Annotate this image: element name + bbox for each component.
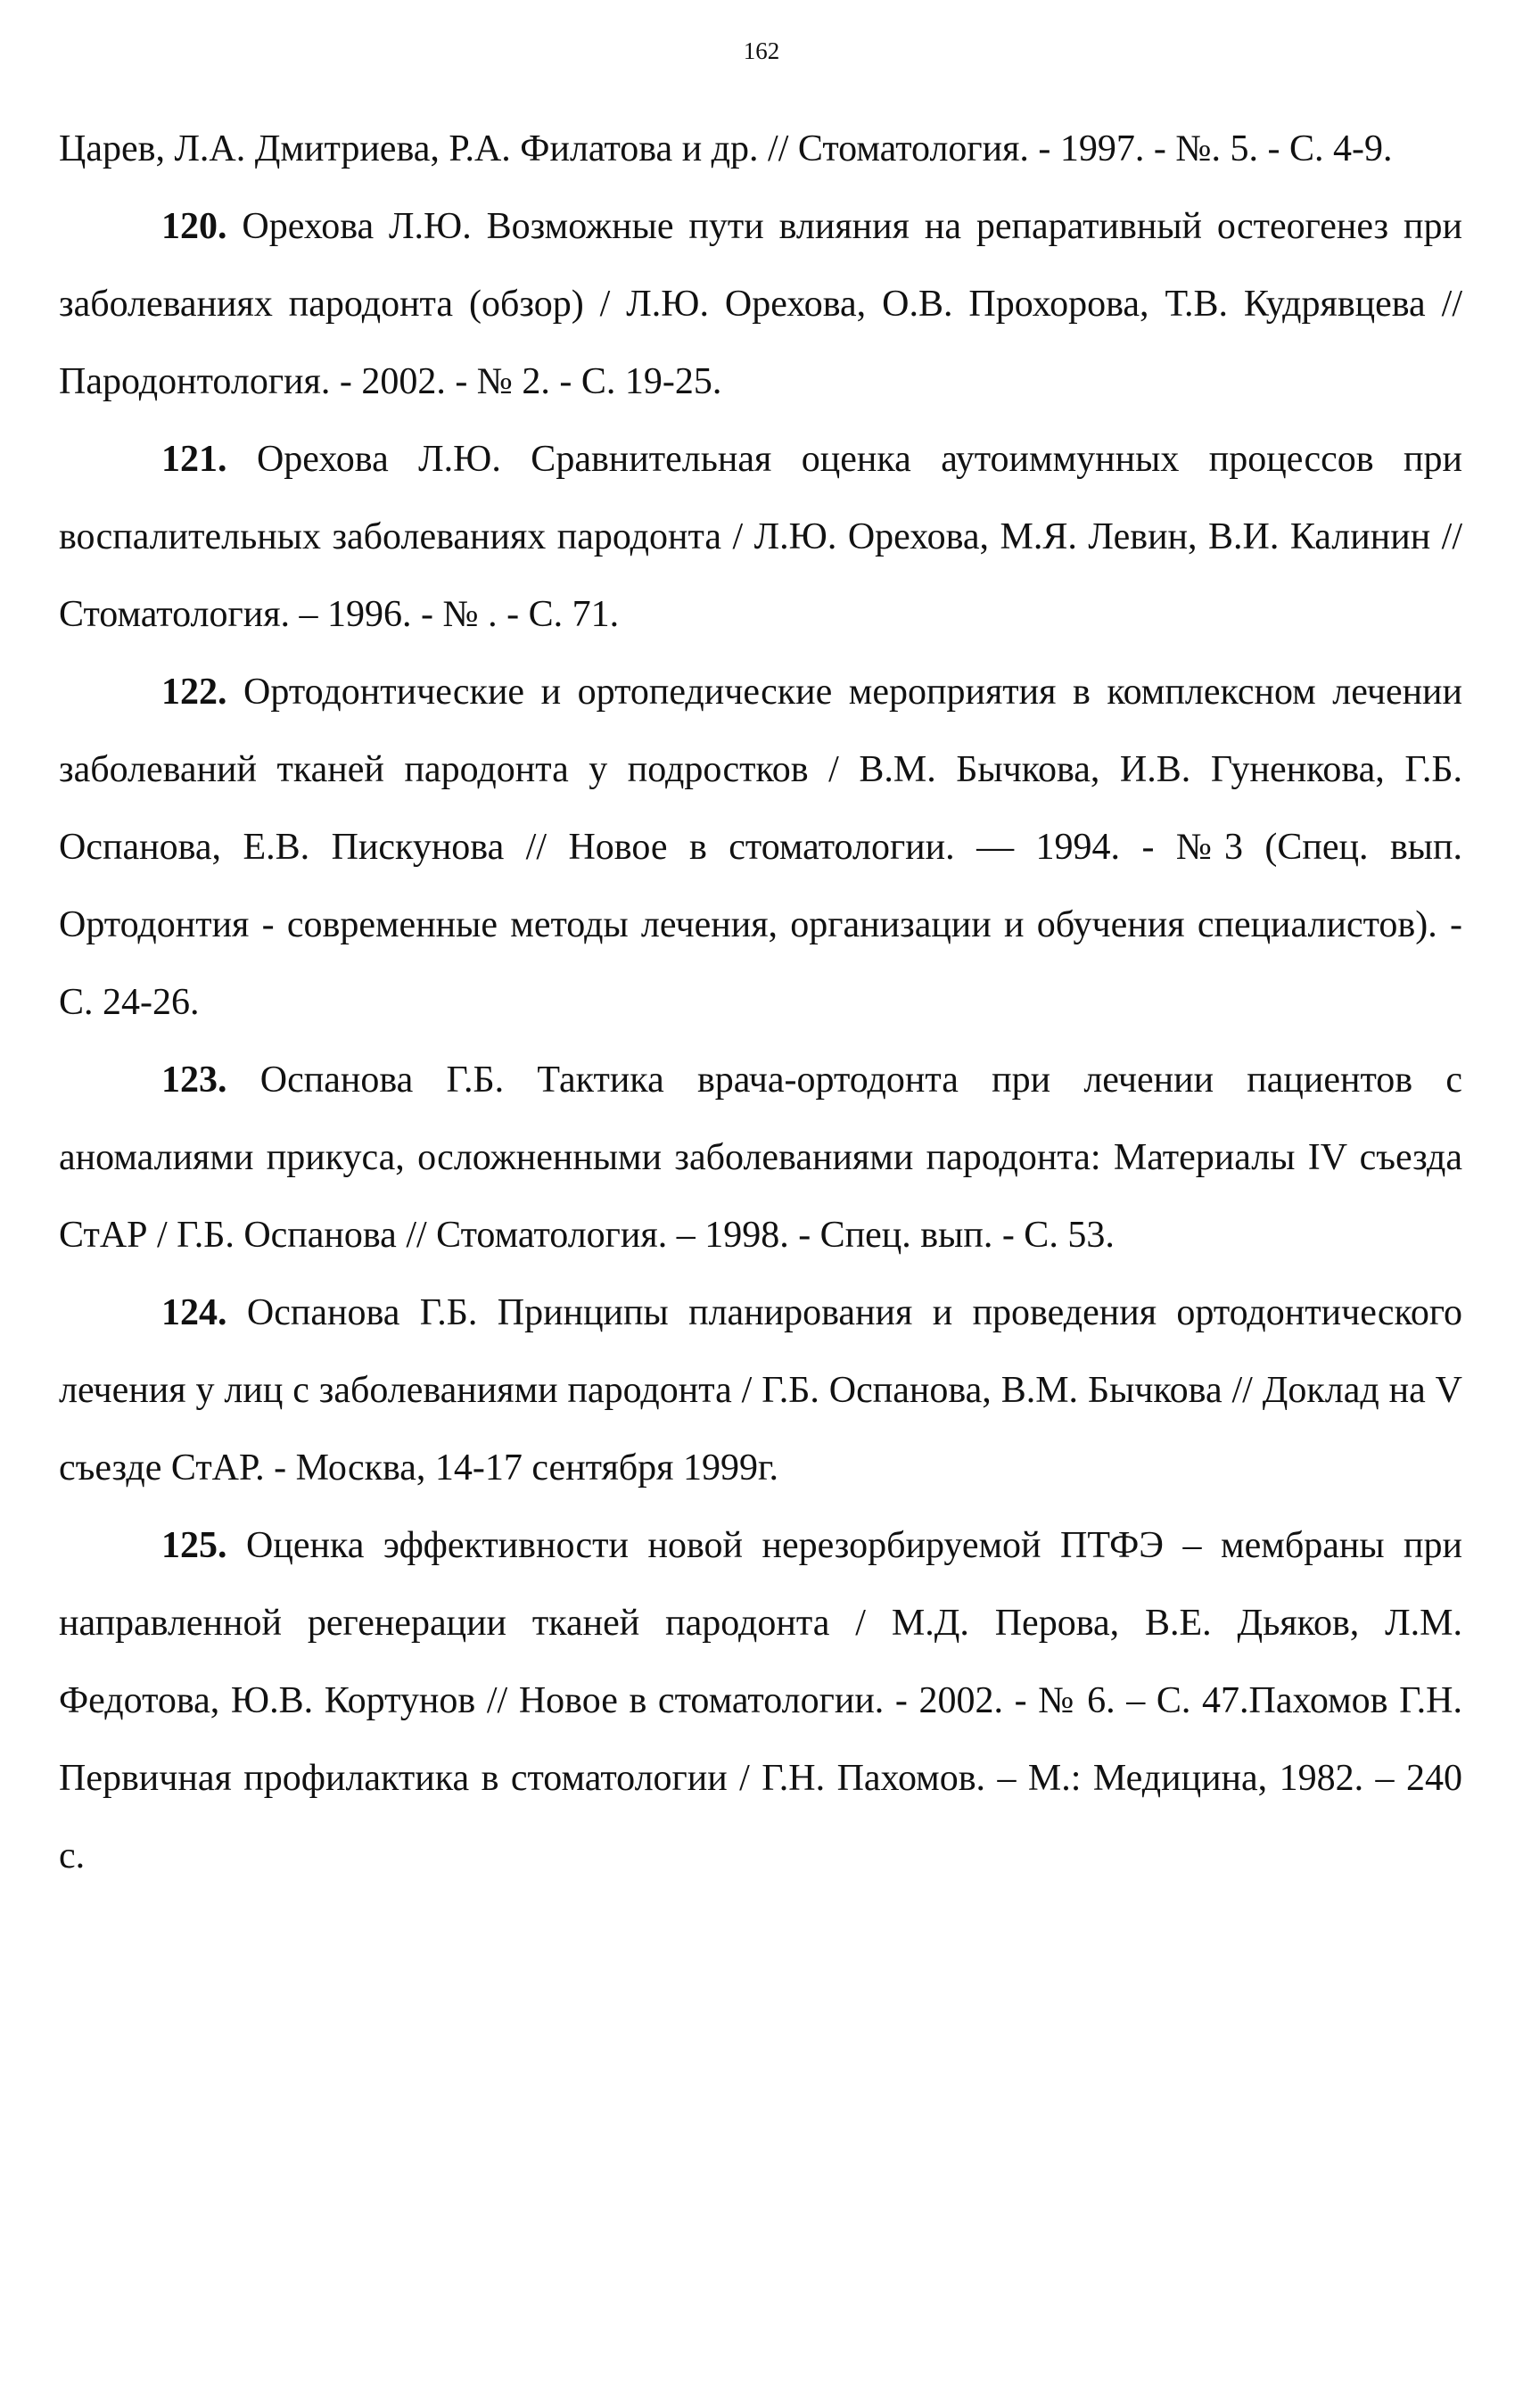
entry-text: Оспанова Г.Б. Принципы планирования и проведения ортодонтического лечения у лиц с заболеваниями пародонта / Г.Б. Оспанова, В.М. Бычкова // Доклад на V съезде СтАР. - Москва, 14-17 сентября 1999г. bbox=[59, 1292, 1463, 1489]
entry-text: Орехова Л.Ю. Возможные пути влияния на репаративный остеогенез при заболеваниях пародонта (обзор) / Л.Ю. Орехова, О.В. Прохорова, Т.В. Кудрявцева // Пародонтология. - 2002. - № 2. - С. 19-25. bbox=[59, 206, 1462, 402]
entry-text: Орехова Л.Ю. Сравнительная оценка аутоиммунных процессов при воспалительных заболеваниях пародонта / Л.Ю. Орехова, М.Я. Левин, В.И. Калинин // Стоматология. – 1996. - № . - С. 71. bbox=[59, 439, 1462, 635]
page-number: 162 bbox=[743, 37, 780, 64]
entry-number: 121. bbox=[161, 439, 227, 480]
bibliography-entry-124 bbox=[59, 1274, 1462, 1507]
entry-text: Ортодонтические и ортопедические мероприятия в комплексном лечении заболеваний тканей пародонта у подростков / В.М. Бычкова, И.В. Гуненкова, Г.Б. Оспанова, Е.В. Пискунова // Новое в стоматологии. — 1994. - №3 (Спец. вып. Ортодонтия - современные методы лечения, организации и обучения специалистов). - С. 24-26. bbox=[59, 672, 1463, 1023]
bibliography-entry-120 bbox=[59, 188, 1462, 421]
bibliography-entry-123 bbox=[59, 1042, 1462, 1274]
entry-number: 124. bbox=[161, 1292, 227, 1333]
entry-number: 120. bbox=[161, 206, 227, 247]
entry-number: 125. bbox=[161, 1525, 227, 1566]
entry-number: 123. bbox=[161, 1060, 227, 1101]
bibliography-entry-121 bbox=[59, 421, 1462, 654]
entry-number: 122. bbox=[161, 672, 227, 713]
bibliography-entry-122 bbox=[59, 654, 1462, 1042]
entry-text: Оценка эффективности новой нерезорбируемой ПТФЭ – мембраны при направленной регенерации тканей пародонта / М.Д. Перова, В.Е. Дьяков, Л.М. Федотова, Ю.В. Кортунов // Новое в стоматологии. - 2002. - № 6. – С. 47.Пахомов Г.Н. Первичная профилактика в стоматологии / Г.Н. Пахомов. – М.: Медицина, 1982. – 240 с. bbox=[59, 1525, 1462, 1876]
bibliography-entry-125 bbox=[59, 1507, 1462, 1895]
bibliography-list bbox=[59, 111, 1462, 1895]
continuation-entry: Царев, Л.А. Дмитриева, Р.А. Филатова и др. // Стоматология. - 1997. - №. 5. - С. 4-9. bbox=[59, 128, 1393, 169]
entry-text: Оспанова Г.Б. Тактика врача-ортодонта при лечении пациентов с аномалиями прикуса, осложненными заболеваниями пародонта: Материалы IV съезда СтАР / Г.Б. Оспанова // Стоматология. – 1998. - Спец. вып. - С. 53. bbox=[59, 1060, 1463, 1256]
